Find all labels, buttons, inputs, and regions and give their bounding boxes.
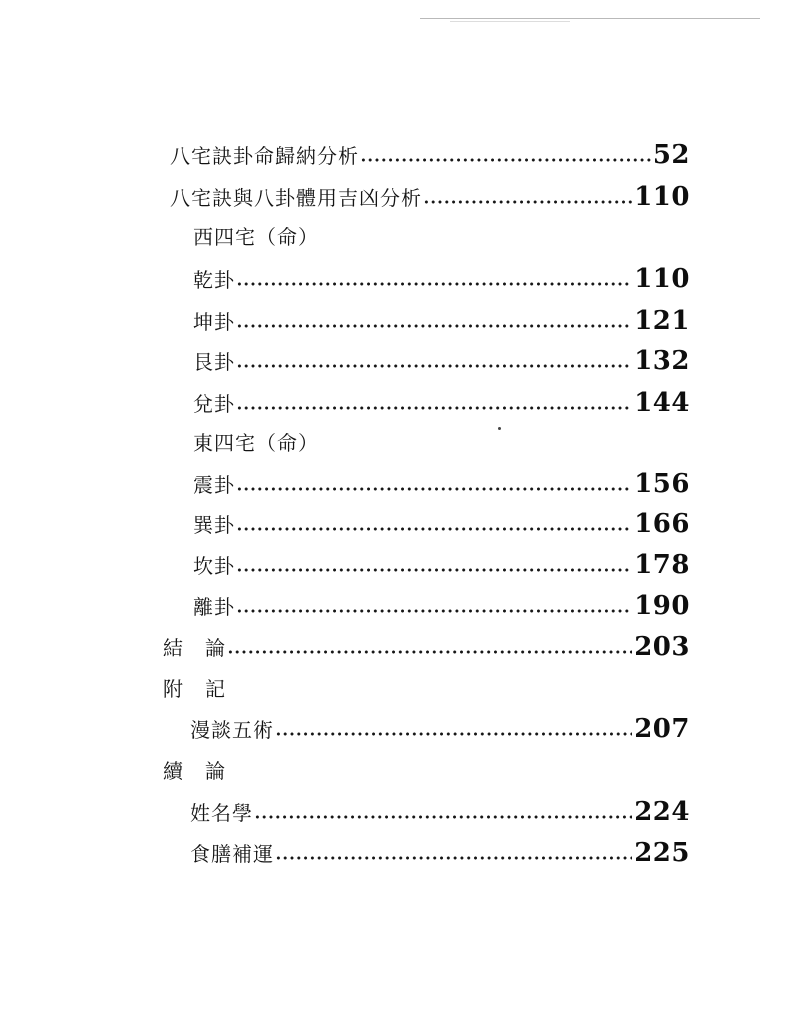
toc-entry-page-number: 224 [634, 797, 690, 827]
toc-entry-xun[interactable] [193, 509, 690, 539]
toc-entry-page-number: 178 [634, 550, 690, 580]
toc-entry-label: 離卦 [193, 595, 235, 619]
toc-entry-label: 震卦 [193, 473, 235, 497]
toc-section-east-four [193, 427, 319, 456]
toc-entry-label: 漫談五術 [190, 718, 274, 742]
toc-section-label: 附 記 [163, 677, 226, 701]
dot-leader [236, 486, 632, 492]
dot-leader [227, 649, 632, 655]
dot-leader [236, 608, 632, 614]
dot-leader [236, 526, 632, 532]
toc-section-continued [163, 755, 226, 784]
toc-entry-label: 坤卦 [193, 310, 235, 334]
toc-entry-page-number: 207 [634, 714, 690, 744]
dot-leader [236, 405, 632, 411]
dot-leader [236, 567, 632, 573]
toc-entry-label: 結 論 [163, 636, 226, 660]
dot-leader [236, 323, 632, 329]
toc-entry-page-number: 144 [634, 388, 690, 418]
toc-entry-label: 食膳補運 [190, 842, 274, 866]
toc-entry-bazhai-analysis[interactable] [170, 140, 690, 170]
toc-entry-page-number: 52 [652, 140, 690, 170]
toc-entry-label: 姓名學 [190, 801, 253, 825]
toc-entry-label: 巽卦 [193, 513, 235, 537]
dot-leader [275, 855, 632, 861]
toc-entry-page-number: 225 [634, 838, 690, 868]
toc-entry-page-number: 203 [634, 632, 690, 662]
toc-entry-dui[interactable] [193, 388, 690, 418]
toc-section-label: 續 論 [163, 759, 226, 783]
toc-section-label: 東四宅（命） [193, 431, 319, 455]
toc-entry-label: 艮卦 [193, 350, 235, 374]
toc-entry-label: 坎卦 [193, 554, 235, 578]
toc-entry-qian[interactable] [193, 264, 690, 294]
toc-entry-page-number: 110 [634, 264, 690, 294]
dot-leader [360, 157, 651, 163]
toc-entry-page-number: 110 [634, 182, 690, 212]
toc-entry-label: 兌卦 [193, 392, 235, 416]
toc-entry-page-number: 156 [634, 469, 690, 499]
toc-entry-diet-luck[interactable] [190, 838, 690, 868]
toc-entry-label: 乾卦 [193, 268, 235, 292]
toc-entry-gen[interactable] [193, 346, 690, 376]
toc-entry-page-number: 132 [634, 346, 690, 376]
toc-section-west-four [193, 221, 319, 250]
toc-entry-label: 八宅訣與八卦體用吉凶分析 [170, 186, 422, 210]
toc-section-label: 西四宅（命） [193, 225, 319, 249]
toc-entry-name-study[interactable] [190, 797, 690, 827]
toc-entry-kan[interactable] [193, 550, 690, 580]
dot-leader [275, 731, 632, 737]
toc-entry-conclusion[interactable] [163, 632, 690, 662]
dot-leader [236, 363, 632, 369]
toc-entry-five-arts[interactable] [190, 714, 690, 744]
dot-leader [236, 281, 632, 287]
toc-entry-zhen[interactable] [193, 469, 690, 499]
toc-entry-page-number: 190 [634, 591, 690, 621]
toc-entry-page-number: 166 [634, 509, 690, 539]
dot-leader [423, 199, 632, 205]
toc-entry-label: 八宅訣卦命歸納分析 [170, 144, 359, 168]
toc-entry-bazhai-bagua[interactable] [170, 182, 690, 212]
toc-entry-page-number: 121 [634, 306, 690, 336]
toc-entry-li[interactable] [193, 591, 690, 621]
dot-leader [254, 814, 632, 820]
toc-entry-kun[interactable] [193, 306, 690, 336]
toc-section-appendix [163, 673, 226, 702]
